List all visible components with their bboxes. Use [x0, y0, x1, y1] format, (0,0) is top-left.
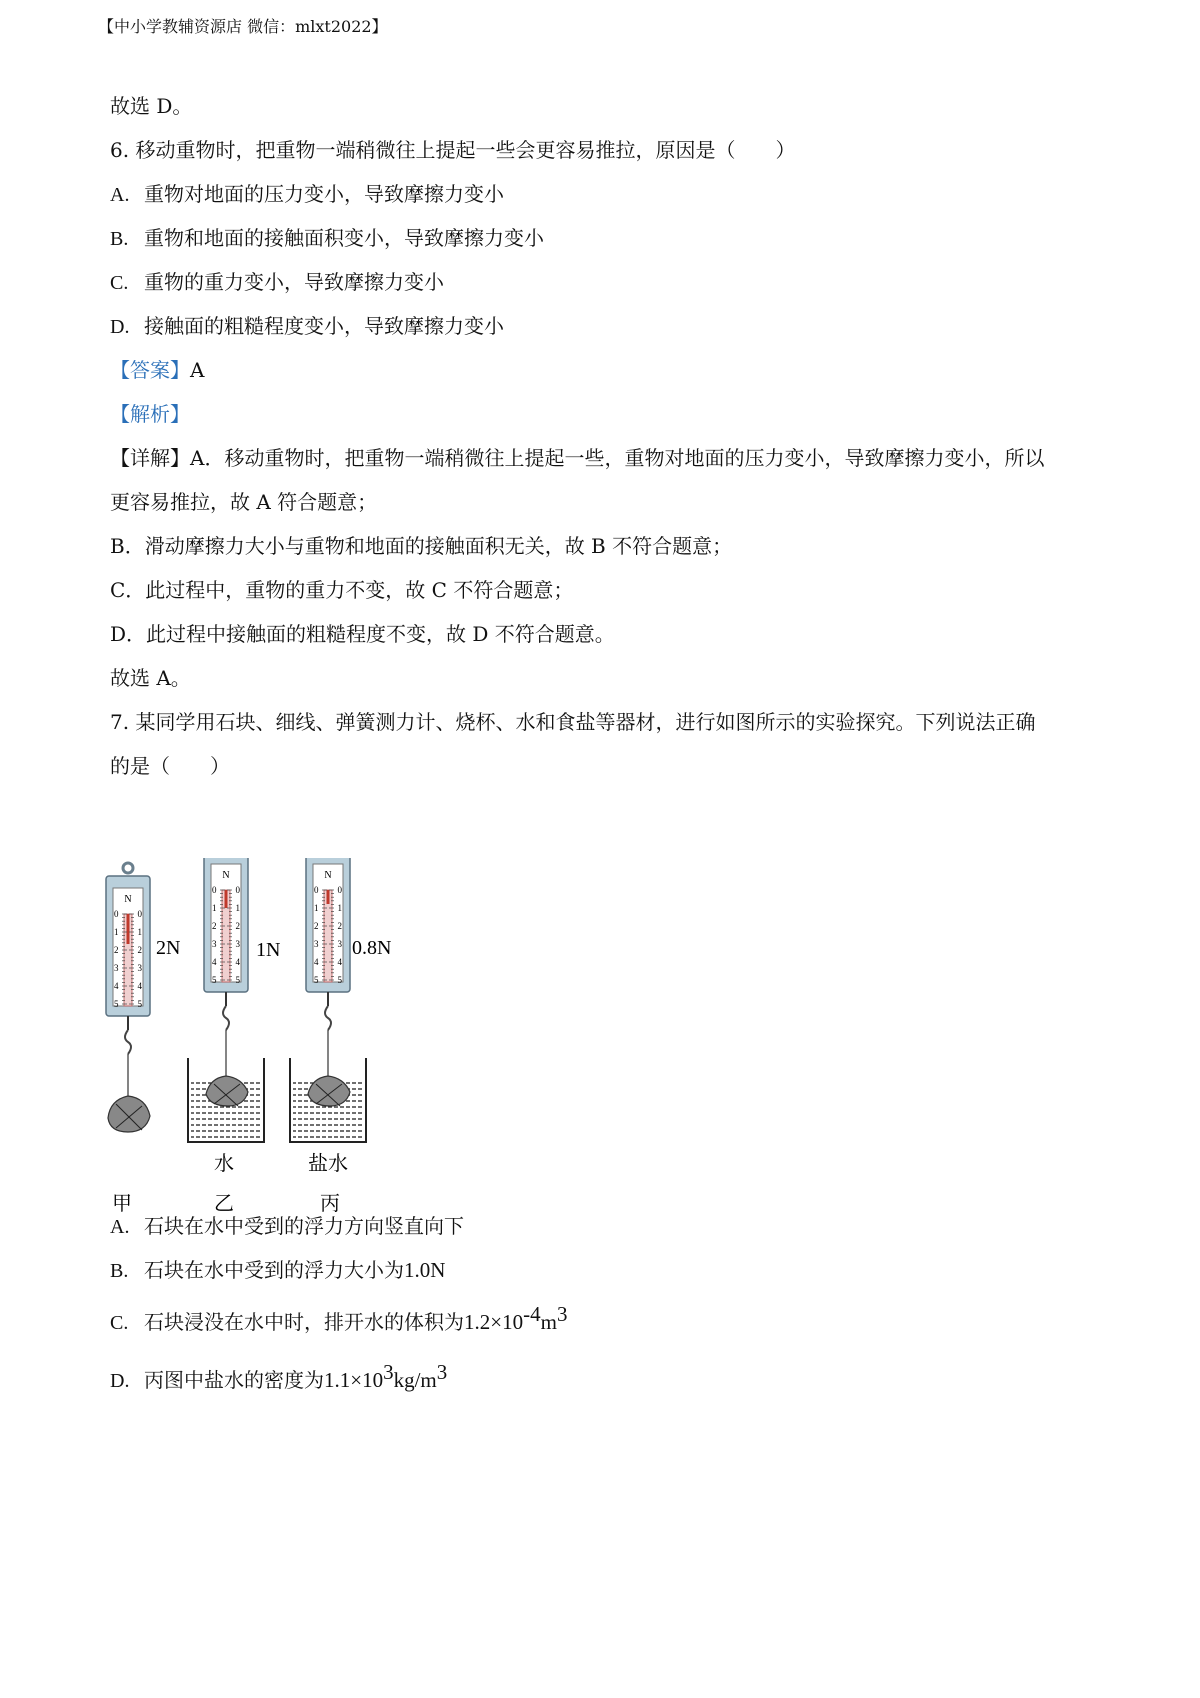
- scale-number: 1: [314, 903, 319, 913]
- reading-yi: 1N: [256, 939, 281, 961]
- scale-number: 3: [137, 963, 142, 973]
- option-text: 重物和地面的接触面积变小，导致摩擦力变小: [144, 226, 544, 250]
- q7-option-d: [110, 1360, 448, 1395]
- scale-number: 2: [114, 945, 119, 955]
- option-label: D.: [110, 1370, 130, 1392]
- scale-number: 3: [337, 939, 342, 949]
- option-coef: 1.2: [464, 1310, 491, 1334]
- scale-number: 0: [212, 885, 217, 895]
- q6-detail-b: B．滑动摩擦力大小与重物和地面的接触面积无关，故 B 不符合题意；: [110, 534, 733, 558]
- liquid-label-saltwater: 盐水: [308, 1151, 348, 1175]
- scale-number: 1: [337, 903, 342, 913]
- scale-number: 3: [314, 939, 319, 949]
- scale-number: 3: [235, 939, 240, 949]
- reading-jia: 2N: [156, 937, 181, 959]
- option-text: 丙图中盐水的密度为: [144, 1368, 324, 1392]
- scale-number: 2: [212, 921, 217, 931]
- scale-number: 0: [337, 885, 342, 895]
- option-text: 重物对地面的压力变小，导致摩擦力变小: [144, 182, 504, 206]
- scale-number: 4: [137, 981, 142, 991]
- scale-number: 1: [137, 927, 142, 937]
- scale-number: 0: [137, 909, 142, 919]
- option-unit-exp: 3: [556, 1302, 568, 1326]
- option-text: 石块在水中受到的浮力方向竖直向下: [144, 1214, 464, 1238]
- q6-detail-c: C．此过程中，重物的重力不变，故 C 不符合题意；: [110, 578, 574, 602]
- option-text: 石块在水中受到的浮力大小为: [144, 1258, 404, 1282]
- option-times: ×10: [490, 1310, 524, 1334]
- option-exp: 3: [383, 1360, 394, 1384]
- scale-jia: [106, 863, 180, 1132]
- analysis-tag: 【解析】: [110, 402, 190, 426]
- scale-bing: [290, 858, 391, 1142]
- scale-number: 4: [235, 957, 240, 967]
- scale-number: 5: [235, 975, 240, 985]
- scale-number: 2: [314, 921, 319, 931]
- unit-label: N: [222, 870, 230, 881]
- option-label: B.: [110, 1260, 129, 1282]
- scale-number: 3: [212, 939, 217, 949]
- scale-number: 5: [314, 975, 319, 985]
- q6-answer: [110, 356, 204, 384]
- figure-svg: [100, 858, 420, 1268]
- q6-conclusion: 故选 A。: [110, 666, 191, 690]
- option-text: 石块浸没在水中时，排开水的体积为: [144, 1310, 464, 1334]
- scale-number: 4: [114, 981, 119, 991]
- scale-number: 5: [337, 975, 342, 985]
- unit-label: N: [324, 870, 332, 881]
- scale-number: 5: [114, 999, 119, 1009]
- option-label: A.: [110, 1216, 130, 1238]
- q7-option-a: [110, 1212, 464, 1241]
- caption-bing: 丙: [320, 1191, 340, 1215]
- option-unit: m: [540, 1310, 557, 1334]
- scale-yi: [188, 858, 280, 1142]
- scale-number: 4: [314, 957, 319, 967]
- option-label: D.: [110, 316, 130, 338]
- unit-label: N: [124, 894, 132, 905]
- page-header: 【中小学教辅资源店 微信：mlxt2022】: [98, 17, 388, 36]
- q7-stem-line2: 的是（ ）: [110, 754, 230, 778]
- option-text: 接触面的粗糙程度变小，导致摩擦力变小: [144, 314, 504, 338]
- scale-number: 1: [235, 903, 240, 913]
- q6-detail-line1: 【详解】A．移动重物时，把重物一端稍微往上提起一些，重物对地面的压力变小，导致摩擦力变小，所以: [110, 446, 1045, 470]
- option-coef: 1.1: [324, 1368, 351, 1392]
- spring-scale-figure: [100, 858, 420, 1272]
- q6-option-b: [110, 224, 544, 253]
- scale-number: 3: [114, 963, 119, 973]
- option-unit-exp: 3: [436, 1360, 448, 1384]
- q7-stem-line1: 7. 某同学用石块、细线、弹簧测力计、烧杯、水和食盐等器材，进行如图所示的实验探究。下列说法正确: [110, 710, 1036, 734]
- scale-number: 2: [137, 945, 142, 955]
- option-times: ×10: [350, 1368, 384, 1392]
- option-text: 重物的重力变小，导致摩擦力变小: [144, 270, 444, 294]
- q6-option-d: [110, 312, 504, 341]
- q6-detail-line2: 更容易推拉，故 A 符合题意；: [110, 490, 378, 514]
- option-value: 1.0N: [404, 1258, 446, 1282]
- option-label: C.: [110, 1312, 129, 1334]
- scale-number: 1: [114, 927, 119, 937]
- q7-option-c: [110, 1302, 568, 1337]
- q6-detail-d: D．此过程中接触面的粗糙程度不变，故 D 不符合题意。: [110, 622, 615, 646]
- scale-number: 4: [212, 957, 217, 967]
- option-label: B.: [110, 228, 129, 250]
- scale-number: 0: [314, 885, 319, 895]
- q6-stem: 6. 移动重物时，把重物一端稍微往上提起一些会更容易推拉，原因是（ ）: [110, 138, 796, 162]
- answer-tag: 【答案】: [110, 358, 190, 382]
- scale-number: 5: [212, 975, 217, 985]
- scale-number: 4: [337, 957, 342, 967]
- option-label: A.: [110, 184, 130, 206]
- answer-value: A: [190, 358, 205, 382]
- caption-yi: 乙: [214, 1191, 234, 1215]
- liquid-label-water: 水: [214, 1151, 234, 1175]
- scale-number: 0: [114, 909, 119, 919]
- caption-jia: 甲: [112, 1191, 132, 1215]
- q6-option-c: [110, 268, 444, 297]
- scale-number: 2: [235, 921, 240, 931]
- option-unit: kg/m: [393, 1368, 437, 1392]
- scale-number: 1: [212, 903, 217, 913]
- q6-option-a: [110, 180, 504, 209]
- scale-number: 2: [337, 921, 342, 931]
- reading-bing: 0.8N: [352, 937, 392, 959]
- prev-conclusion: 故选 D。: [110, 94, 193, 118]
- option-exp: -4: [523, 1302, 541, 1326]
- scale-number: 0: [235, 885, 240, 895]
- scale-number: 5: [137, 999, 142, 1009]
- option-label: C.: [110, 272, 129, 294]
- q7-option-b: [110, 1256, 445, 1285]
